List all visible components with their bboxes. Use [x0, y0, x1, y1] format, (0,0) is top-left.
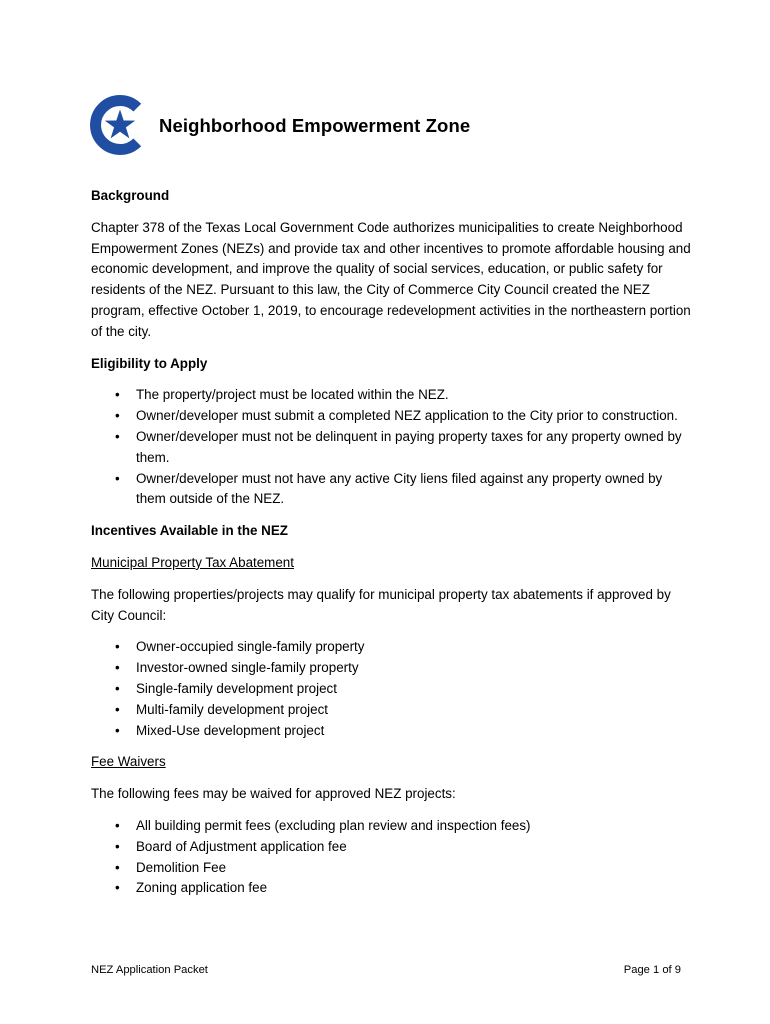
document-header: [90, 94, 470, 156]
incentives-heading: Incentives Available in the NEZ: [91, 523, 288, 539]
list-item: • The property/project must be located within the NEZ.: [136, 385, 691, 406]
tax-abatement-subheading: Municipal Property Tax Abatement: [91, 554, 294, 570]
eligibility-heading: Eligibility to Apply: [91, 355, 208, 371]
footer-page-number: Page 1 of 9: [623, 964, 681, 976]
list-item: • Single-family development project: [136, 679, 691, 700]
list-item: • Owner/developer must submit a completed NEZ application to the City prior to construction.: [136, 406, 691, 427]
list-item: • Investor-owned single-family property: [136, 658, 691, 679]
list-item: • Owner/developer must not have any active City liens filed against any property owned by them outside of the NEZ.: [136, 469, 691, 511]
background-paragraph: Chapter 378 of the Texas Local Government Code authorizes municipalities to create Neighborhood Empowerment Zones (NEZs) and provide tax and other incentives to promote affordable housing and economic development, and improve the quality of social services, education, or public safety for residents of the NEZ. Pursuant to this law, the City of Commerce City Council created the NEZ program, effective October 1, 2019, to encourage redevelopment activities in the northeastern portion of the city.: [91, 219, 691, 339]
list-item: • Zoning application fee: [136, 878, 691, 899]
list-item: • Multi-family development project: [136, 700, 691, 721]
list-item: • Board of Adjustment application fee: [136, 837, 691, 858]
list-item: • Owner-occupied single-family property: [136, 637, 691, 658]
page-title: Neighborhood Empowerment Zone: [159, 115, 471, 136]
list-item: • All building permit fees (excluding plan review and inspection fees): [136, 816, 691, 837]
tax-abatement-intro: The following properties/projects may qualify for municipal property tax abatements if approved by City Council:: [91, 586, 671, 623]
list-item: • Mixed-Use development project: [136, 721, 691, 742]
fee-waivers-list: [91, 816, 691, 899]
fee-waivers-subheading: Fee Waivers: [91, 754, 166, 770]
document-body: [91, 186, 691, 910]
tax-abatement-list: [91, 637, 691, 741]
eligibility-list: [91, 385, 691, 510]
list-item: • Demolition Fee: [136, 858, 691, 879]
fee-waivers-intro: The following fees may be waived for approved NEZ projects:: [91, 786, 456, 802]
city-logo-star-icon: [90, 94, 150, 156]
list-item: • Owner/developer must not be delinquent in paying property taxes for any property owned by them.: [136, 427, 691, 469]
footer-document-name: NEZ Application Packet: [91, 964, 208, 976]
background-heading: Background: [91, 188, 170, 203]
